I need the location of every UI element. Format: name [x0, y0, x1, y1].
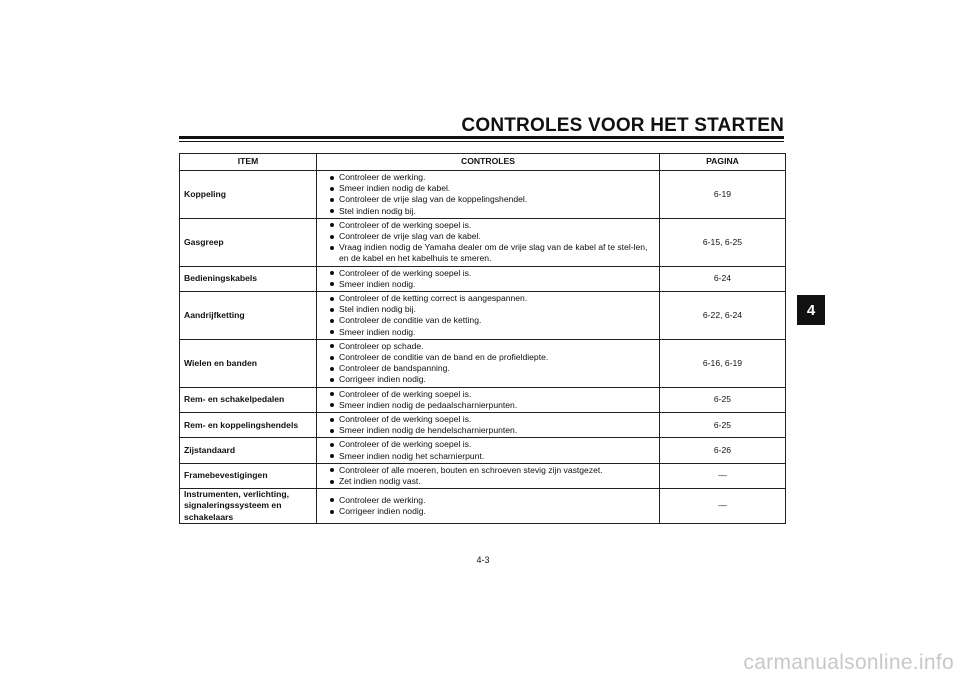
- table-row: [180, 292, 786, 340]
- row-page-ref: 6-26: [660, 438, 786, 463]
- control-step: Controleer de vrije slag van de koppelingshendel.: [329, 194, 655, 205]
- row-controls: [317, 489, 660, 524]
- row-page-ref: —: [660, 489, 786, 524]
- control-step: Smeer indien nodig het scharnierpunt.: [329, 451, 655, 462]
- row-page-ref: 6-22, 6-24: [660, 292, 786, 340]
- row-page-ref: 6-15, 6-25: [660, 218, 786, 266]
- header-page: PAGINA: [660, 154, 786, 171]
- control-step: Zet indien nodig vast.: [329, 476, 655, 487]
- controls-list: [329, 172, 655, 217]
- control-step: Controleer of de werking soepel is.: [329, 414, 655, 425]
- controls-list: [329, 414, 655, 436]
- row-controls: [317, 218, 660, 266]
- control-step: Smeer indien nodig de pedaalscharnierpunten.: [329, 400, 655, 411]
- table-body: [180, 171, 786, 524]
- table-row: [180, 463, 786, 488]
- row-item: Gasgreep: [180, 218, 317, 266]
- row-page-ref: 6-24: [660, 266, 786, 291]
- pre-ride-check-table: [179, 153, 786, 524]
- table-row: [180, 171, 786, 219]
- watermark: carmanualsonline.info: [743, 651, 954, 674]
- controls-list: [329, 439, 655, 461]
- row-item: Rem- en koppelingshendels: [180, 413, 317, 438]
- control-step: Controleer of de ketting correct is aangespannen.: [329, 293, 655, 304]
- control-step: Controleer de conditie van de band en de profieldiepte.: [329, 352, 655, 363]
- control-step: Controleer de werking.: [329, 495, 655, 506]
- control-step: Controleer de vrije slag van de kabel.: [329, 231, 655, 242]
- control-step: Stel indien nodig bij.: [329, 206, 655, 217]
- table-row: [180, 489, 786, 524]
- row-controls: [317, 438, 660, 463]
- row-controls: [317, 463, 660, 488]
- control-step: Controleer of de werking soepel is.: [329, 220, 655, 231]
- control-step: Controleer of de werking soepel is.: [329, 389, 655, 400]
- row-controls: [317, 292, 660, 340]
- table-row: [180, 266, 786, 291]
- row-controls: [317, 266, 660, 291]
- row-page-ref: 6-25: [660, 387, 786, 412]
- row-item: Zijstandaard: [180, 438, 317, 463]
- page-title: CONTROLES VOOR HET STARTEN: [461, 115, 784, 136]
- control-step: Vraag indien nodig de Yamaha dealer om de vrije slag van de kabel af te stel-len, en de kabel en het kabelhuis te smeren.: [329, 242, 655, 264]
- controls-list: [329, 220, 655, 265]
- row-item: Bedieningskabels: [180, 266, 317, 291]
- row-page-ref: 6-19: [660, 171, 786, 219]
- title-rule-thick: [179, 136, 784, 139]
- control-step: Controleer of alle moeren, bouten en schroeven stevig zijn vastgezet.: [329, 465, 655, 476]
- control-step: Smeer indien nodig de hendelscharnierpunten.: [329, 425, 655, 436]
- section-tab[interactable]: 4: [797, 295, 825, 325]
- row-item: Framebevestigingen: [180, 463, 317, 488]
- table-row: [180, 218, 786, 266]
- controls-list: [329, 268, 655, 290]
- row-item: Rem- en schakelpedalen: [180, 387, 317, 412]
- table-header-row: [180, 154, 786, 171]
- row-page-ref: 6-16, 6-19: [660, 339, 786, 387]
- controls-list: [329, 293, 655, 338]
- control-step: Controleer de conditie van de ketting.: [329, 315, 655, 326]
- controls-list: [329, 495, 655, 517]
- row-page-ref: 6-25: [660, 413, 786, 438]
- control-step: Smeer indien nodig de kabel.: [329, 183, 655, 194]
- row-item: Wielen en banden: [180, 339, 317, 387]
- control-step: Controleer op schade.: [329, 341, 655, 352]
- header-controls: CONTROLES: [317, 154, 660, 171]
- row-controls: [317, 413, 660, 438]
- control-step: Controleer of de werking soepel is.: [329, 268, 655, 279]
- row-item: Aandrijfketting: [180, 292, 317, 340]
- row-controls: [317, 387, 660, 412]
- control-step: Smeer indien nodig.: [329, 327, 655, 338]
- control-step: Controleer de bandspanning.: [329, 363, 655, 374]
- row-controls: [317, 171, 660, 219]
- control-step: Controleer de werking.: [329, 172, 655, 183]
- row-item: Instrumenten, verlichting, signaleringssysteem en schakelaars: [180, 489, 317, 524]
- header-item: ITEM: [180, 154, 317, 171]
- table-row: [180, 387, 786, 412]
- control-step: Corrigeer indien nodig.: [329, 374, 655, 385]
- control-step: Controleer of de werking soepel is.: [329, 439, 655, 450]
- row-page-ref: —: [660, 463, 786, 488]
- controls-list: [329, 341, 655, 386]
- control-step: Corrigeer indien nodig.: [329, 506, 655, 517]
- control-step: Smeer indien nodig.: [329, 279, 655, 290]
- row-controls: [317, 339, 660, 387]
- controls-list: [329, 389, 655, 411]
- title-rule-thin: [179, 141, 784, 142]
- table-row: [180, 339, 786, 387]
- table-row: [180, 438, 786, 463]
- controls-list: [329, 465, 655, 487]
- row-item: Koppeling: [180, 171, 317, 219]
- table-row: [180, 413, 786, 438]
- page-number: 4-3: [476, 555, 490, 565]
- control-step: Stel indien nodig bij.: [329, 304, 655, 315]
